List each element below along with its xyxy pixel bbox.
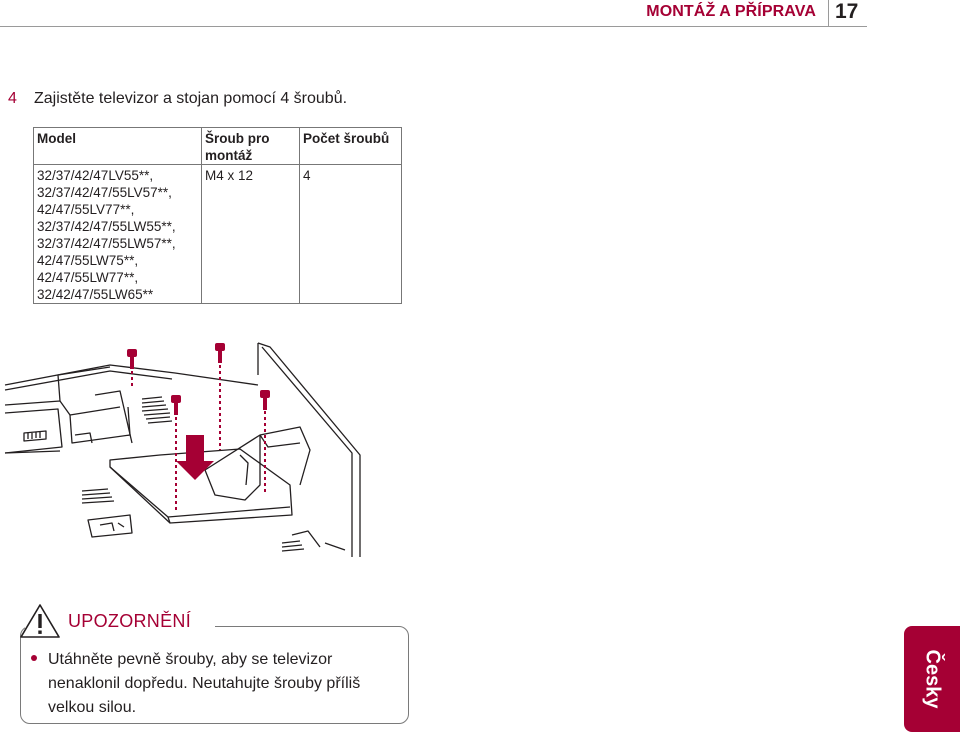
model-line: 32/37/42/47/55LW55**,: [37, 219, 176, 234]
screw-spec-table: [33, 127, 402, 304]
caution-text: Utáhněte pevně šrouby, aby se televizor nenaklonil dopředu. Neutahujte šrouby příliš velkou silou.: [48, 651, 361, 716]
header-model: Model: [34, 128, 202, 165]
caution-title: UPOZORNĚNÍ: [68, 611, 199, 632]
model-line: 42/47/55LV77**,: [37, 202, 135, 217]
header-separator: [828, 0, 829, 27]
bullet-icon: [31, 655, 37, 661]
screw-count: 4: [300, 165, 402, 304]
model-line: 32/42/47/55LW65**: [37, 287, 154, 302]
step-number: 4: [8, 90, 17, 107]
warning-icon: [19, 603, 61, 639]
header-screw: Šroub pro montáž: [202, 128, 300, 165]
model-line: 42/47/55LW77**,: [37, 270, 139, 285]
step-text: Zajistěte televizor a stojan pomocí 4 šroubů.: [34, 90, 348, 107]
model-line: 32/37/42/47/55LV57**,: [37, 185, 172, 200]
screw-size: M4 x 12: [202, 165, 300, 304]
header-rule: [0, 26, 867, 27]
section-title: MONTÁŽ A PŘÍPRAVA: [646, 3, 816, 20]
language-label: Česky: [921, 649, 944, 709]
page-number: 17: [835, 0, 859, 23]
model-list: [34, 165, 202, 304]
model-line: 42/47/55LW75**,: [37, 253, 139, 268]
header-count: Počet šroubů: [300, 128, 402, 165]
step-instruction: [8, 90, 347, 108]
table-header-row: [34, 128, 402, 165]
table-row: [34, 165, 402, 304]
model-line: 32/37/42/47LV55**,: [37, 168, 154, 183]
model-line: 32/37/42/47/55LW57**,: [37, 236, 176, 251]
stand-assembly-illustration: [0, 335, 380, 560]
